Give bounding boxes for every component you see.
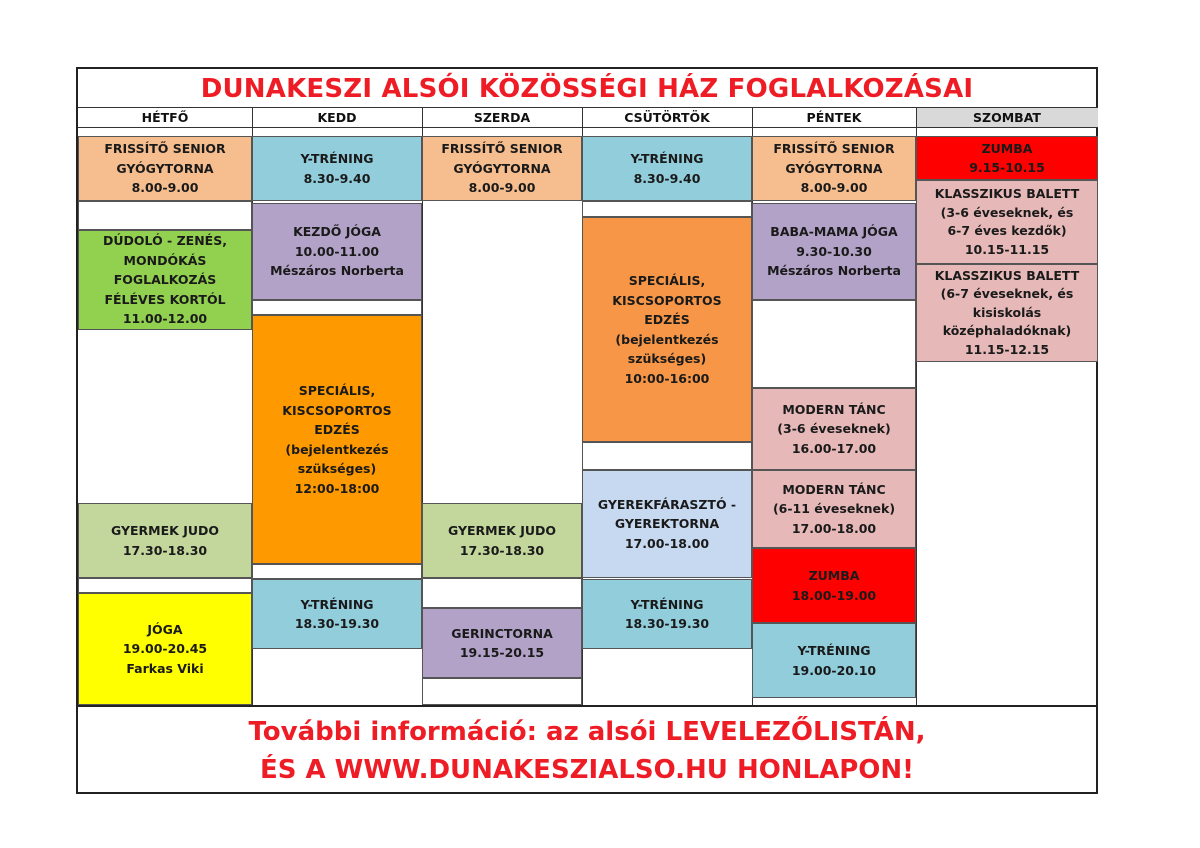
activity-name: DÚDOLÓ - ZENÉS, [103,233,227,249]
activity-note: (6-11 éveseknek) [772,501,896,517]
friday-senior-gym [752,136,916,201]
footer-line-1: További információ: az alsói LEVELEZŐLISTÁN, [248,717,926,747]
activity-name: MODERN TÁNC [782,401,886,417]
thursday-special-training [582,217,752,442]
activity-time: 11.15-12.15 [964,341,1050,357]
activity-time: 16.00-17.00 [791,440,877,456]
activity-note: (bejelentkezés [615,331,719,347]
monday-judo [78,503,252,578]
activity-name: Y-TRÉNING [300,596,374,612]
friday-baby-mom-yoga [752,203,916,300]
activity-time: 19.00-20.45 [122,641,208,657]
day-header-friday: PÉNTEK [752,107,916,128]
friday-zumba [752,548,916,623]
activity-name: EDZÉS [644,312,690,327]
activity-note: FÉLÉVES KORTÓL [104,291,226,307]
activity-time: 19.15-20.15 [459,645,545,660]
activity-name: GERINCTORNA [451,625,553,641]
activity-note: szükséges) [297,461,377,476]
footer-info [78,705,1096,794]
friday-y-training [752,623,916,698]
activity-time: 8.00-9.00 [131,180,199,196]
activity-instructor: Mészáros Norberta [767,263,901,279]
activity-name: SPECIÁLIS, [628,273,706,288]
activity-time: 17.30-18.30 [122,542,208,558]
activity-time: 17.00-18.00 [791,520,877,536]
day-header-saturday: SZOMBAT [916,107,1098,128]
friday-modern-dance-1 [752,388,916,470]
activity-time: 10.00-11.00 [294,243,380,259]
activity-name: Y-TRÉNING [797,643,871,658]
activity-name: GYEREKTORNA [614,516,720,532]
activity-name: KISCSOPORTOS [282,402,392,418]
activity-time: 17.00-18.00 [624,535,710,551]
activity-time: 18.30-19.30 [624,616,710,631]
activity-name: GYERMEK JUDO [447,523,557,538]
empty-slot [582,442,752,470]
activity-name: EDZÉS [314,422,360,437]
saturday-ballet-1 [916,180,1098,264]
wednesday-spine-gym [422,608,582,678]
footer-line-2: ÉS A WWW.DUNAKESZIALSO.HU HONLAPON! [259,755,915,785]
empty-slot [422,578,582,608]
thursday-y-training-evening [582,579,752,649]
activity-note: 6-7 éves kezdők) [947,223,1067,238]
activity-time: 9.15-10.15 [969,160,1045,175]
activity-time: 10:00-16:00 [624,370,710,386]
activity-name: Y-TRÉNING [630,151,704,166]
activity-time: 17.30-18.30 [459,542,545,558]
tuesday-y-training-morning [252,136,422,201]
activity-time: 8.30-9.40 [633,170,701,186]
activity-name: KLASSZIKUS BALETT [934,186,1080,201]
activity-name: KEZDŐ JÓGA [293,224,381,240]
page-title: DUNAKESZI ALSÓI KÖZÖSSÉGI HÁZ FOGLALKOZÁSAI [200,74,974,104]
day-header-monday: HÉTFŐ [78,107,252,128]
activity-time: 8.00-9.00 [468,180,536,196]
activity-name: GYERMEK JUDO [110,523,220,538]
activity-instructor: Mészáros Norberta [270,263,404,279]
activity-instructor: Farkas Viki [126,660,204,676]
activity-name: Y-TRÉNING [630,596,704,612]
activity-name: FOGLALKOZÁS [113,272,217,288]
empty-slot [252,564,422,579]
activity-name: KLASSZIKUS BALETT [934,267,1080,283]
activity-time: 9.30-10.30 [796,243,872,259]
activity-name: ZUMBA [981,140,1033,156]
day-header-thursday: CSÜTÖRTÖK [582,107,752,128]
tuesday-y-training-evening [252,579,422,649]
saturday-zumba [916,136,1098,180]
activity-name: FRISSÍTŐ SENIOR [104,141,226,157]
wednesday-senior-gym [422,136,582,201]
empty-slot [252,300,422,315]
monday-yoga [78,593,252,705]
activity-time: 18.30-19.30 [294,616,380,631]
tuesday-beginner-yoga [252,203,422,300]
activity-name: BABA-MAMA JÓGA [770,224,898,240]
activity-name: KISCSOPORTOS [612,292,722,308]
activity-name: FRISSÍTŐ SENIOR [441,141,563,157]
activity-name: FRISSÍTŐ SENIOR [773,141,895,157]
activity-name: MONDÓKÁS [123,252,207,268]
schedule-sheet [76,67,1098,794]
activity-name: ZUMBA [808,568,860,583]
day-header-tuesday: KEDD [252,107,422,128]
activity-note: (3-6 éveseknek, és [940,204,1074,220]
activity-note: (bejelentkezés [285,441,389,457]
activity-name: Y-TRÉNING [300,151,374,166]
activity-time: 12:00-18:00 [294,480,380,496]
activity-name: MODERN TÁNC [782,481,886,497]
activity-time: 10.15-11.15 [964,241,1050,257]
empty-slot [422,678,582,705]
empty-slot [78,578,252,593]
activity-time: 8.00-9.00 [800,180,868,196]
activity-time: 11.00-12.00 [122,311,208,327]
activity-name: GYEREKFÁRASZTÓ - [597,496,737,512]
monday-dudolo [78,230,252,330]
activity-name: GYÓGYTORNA [785,160,883,176]
saturday-ballet-2 [916,264,1098,362]
activity-note: szükséges) [627,351,707,366]
day-header-wednesday: SZERDA [422,107,582,128]
empty-slot [752,300,916,388]
activity-note: középhaladóknak) [942,323,1072,339]
activity-time: 19.00-20.10 [791,662,877,678]
activity-name: SPECIÁLIS, [298,383,376,398]
thursday-kids-gym [582,470,752,578]
activity-note: kisiskolás [972,304,1042,320]
activity-name: JÓGA [147,621,183,637]
activity-name: GYÓGYTORNA [453,160,551,176]
activity-time: 8.30-9.40 [303,170,371,186]
empty-slot [582,201,752,217]
thursday-y-training-morning [582,136,752,201]
activity-note: (6-7 éveseknek, és [940,286,1074,302]
activity-note: (3-6 éveseknek) [777,421,891,437]
activity-name: GYÓGYTORNA [116,160,214,176]
empty-slot [78,201,252,230]
friday-modern-dance-2 [752,470,916,548]
tuesday-special-training [252,315,422,564]
activity-time: 18.00-19.00 [791,587,877,603]
wednesday-judo [422,503,582,578]
monday-senior-gym [78,136,252,201]
